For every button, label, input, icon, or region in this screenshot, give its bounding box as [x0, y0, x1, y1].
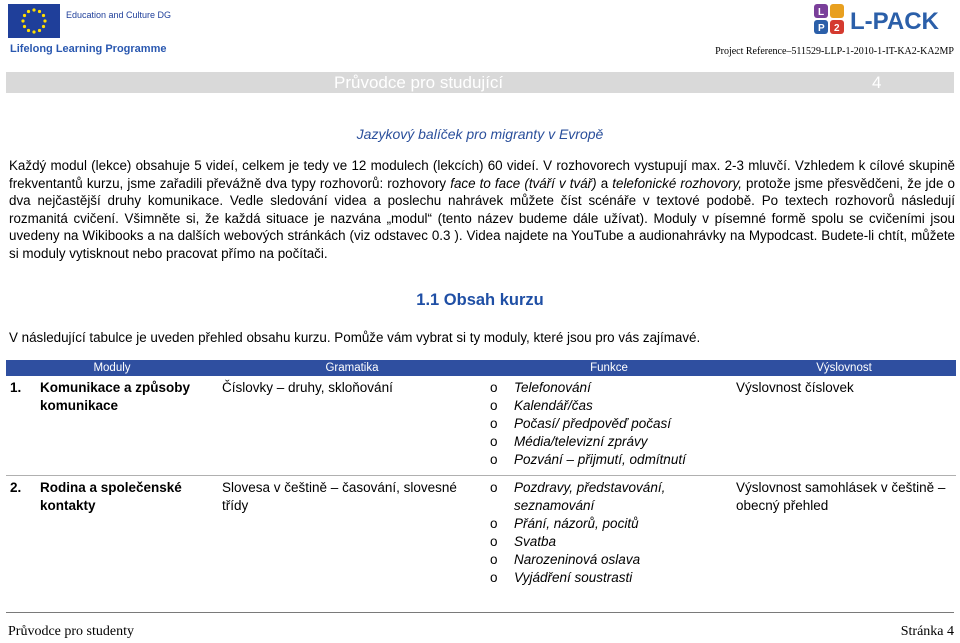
module-title: Komunikace a způsoby — [40, 380, 191, 395]
function-item: o Vyjádření soustrasti — [490, 569, 728, 587]
title-page-number: 4 — [872, 73, 882, 92]
body-paragraph — [9, 157, 955, 263]
svg-text:L: L — [818, 7, 825, 18]
section-intro: V následující tabulce je uveden přehled obsahu kurzu. Pomůže vám vybrat si ty moduly, které jsou pro vás zajímavé. — [9, 330, 701, 345]
module-title-cont: kontakty — [40, 498, 96, 513]
section-heading: 1.1 Obsah kurzu — [416, 291, 544, 309]
eu-programme-label: Lifelong Learning Programme — [10, 43, 167, 55]
pronunciation-cell: Výslovnost samohlásek v češtině – obecný přehled — [736, 480, 946, 513]
function-item: o Telefonování — [490, 379, 728, 397]
page-title: Průvodce pro studující — [334, 73, 504, 92]
body-italic-phone: telefonické rozhovory, — [612, 175, 742, 191]
course-content-table — [6, 360, 956, 593]
module-cell — [6, 376, 218, 476]
lpack-logo — [810, 2, 950, 46]
body-italic-face-to-face: face to face (tváří v tvář) — [450, 175, 597, 191]
eu-dg-label: Education and Culture DG — [66, 10, 172, 20]
module-title-cont: komunikace — [40, 398, 119, 413]
function-item: o Přání, názorů, pocitů — [490, 515, 728, 533]
title-bar — [6, 72, 954, 93]
footer-doc-title: Průvodce pro studenty — [8, 624, 134, 639]
module-title: Rodina a společenské — [40, 480, 182, 495]
lpack-logo-text: L-PACK — [850, 8, 939, 35]
function-item: o Pozdravy, představování, seznamování — [490, 479, 728, 515]
body-text-part: protože jsme přesvědčeni, že jde o dva nejčastější druhy komunikace. Vedle sledování videa a poslechu nahrávek můžete číst scénáře v textové podobě. Po textech rozhovorů následují rozmanitá cvičení. Všimněte si, že každá situace je nazvána „modul“ (tento název budeme dále užívat). Moduly v písemné formě spolu se cvičeními jsou uvedeny na Wikibooks a na dalších webových stránkách (viz odstavec 0.3 ). Videa najdete na YouTube a audionahrávky na Mypodcast. Budete-li chtít, můžete si moduly vytisknout nebo pracovat přímo na počítači. — [9, 175, 955, 261]
eu-logo — [8, 4, 178, 56]
module-number: 1. — [10, 380, 22, 395]
column-header-grammar: Gramatika — [218, 360, 486, 376]
lpack-blocks-icon — [810, 2, 850, 46]
function-item: o Svatba — [490, 533, 728, 551]
table-row — [6, 476, 956, 594]
functions-cell — [486, 476, 732, 594]
function-item: o Narozeninová oslava — [490, 551, 728, 569]
column-header-pronunciation: Výslovnost — [732, 360, 956, 376]
table-row — [6, 376, 956, 476]
pronunciation-cell: Výslovnost číslovek — [732, 376, 956, 476]
functions-cell — [486, 376, 732, 476]
module-cell — [6, 476, 218, 594]
function-item: o Kalendář/čas — [490, 397, 728, 415]
grammar-cell: Slovesa v češtině – časování, slovesné třídy — [222, 480, 457, 513]
svg-text:P: P — [818, 23, 825, 34]
body-text-part: a — [596, 175, 613, 191]
grammar-cell: Číslovky – druhy, skloňování — [218, 376, 486, 476]
table-header-row — [6, 360, 956, 376]
module-number: 2. — [10, 480, 22, 495]
eu-flag-icon — [8, 4, 60, 38]
function-item: o Média/televizní zprávy — [490, 433, 728, 451]
column-header-functions: Funkce — [486, 360, 732, 376]
function-item: o Pozvání – přijmutí, odmítnutí — [490, 451, 728, 469]
footer-page-number: Stránka 4 — [900, 624, 954, 639]
footer-divider — [6, 612, 954, 613]
column-header-modules: Moduly — [6, 360, 218, 376]
svg-text:2: 2 — [834, 23, 840, 34]
document-subtitle: Jazykový balíček pro migranty v Evropě — [356, 126, 604, 142]
body-text-part: Každý modul (lekce) obsahuje 5 videí, celkem je tedy ve 12 modulech (lekcích) 60 videí. V rozhovorech vystupují max. 2-3 mluvčí. Vzhledem k cílové skupině frekventantů kurzu, jsme zařadili převážně dva typy rozhovorů: rozhovory — [9, 158, 955, 191]
project-reference: Project Reference–511529-LLP-1-2010-1-IT-KA2-KA2MP — [715, 46, 954, 57]
function-item: o Počasí/ předpověď počasí — [490, 415, 728, 433]
